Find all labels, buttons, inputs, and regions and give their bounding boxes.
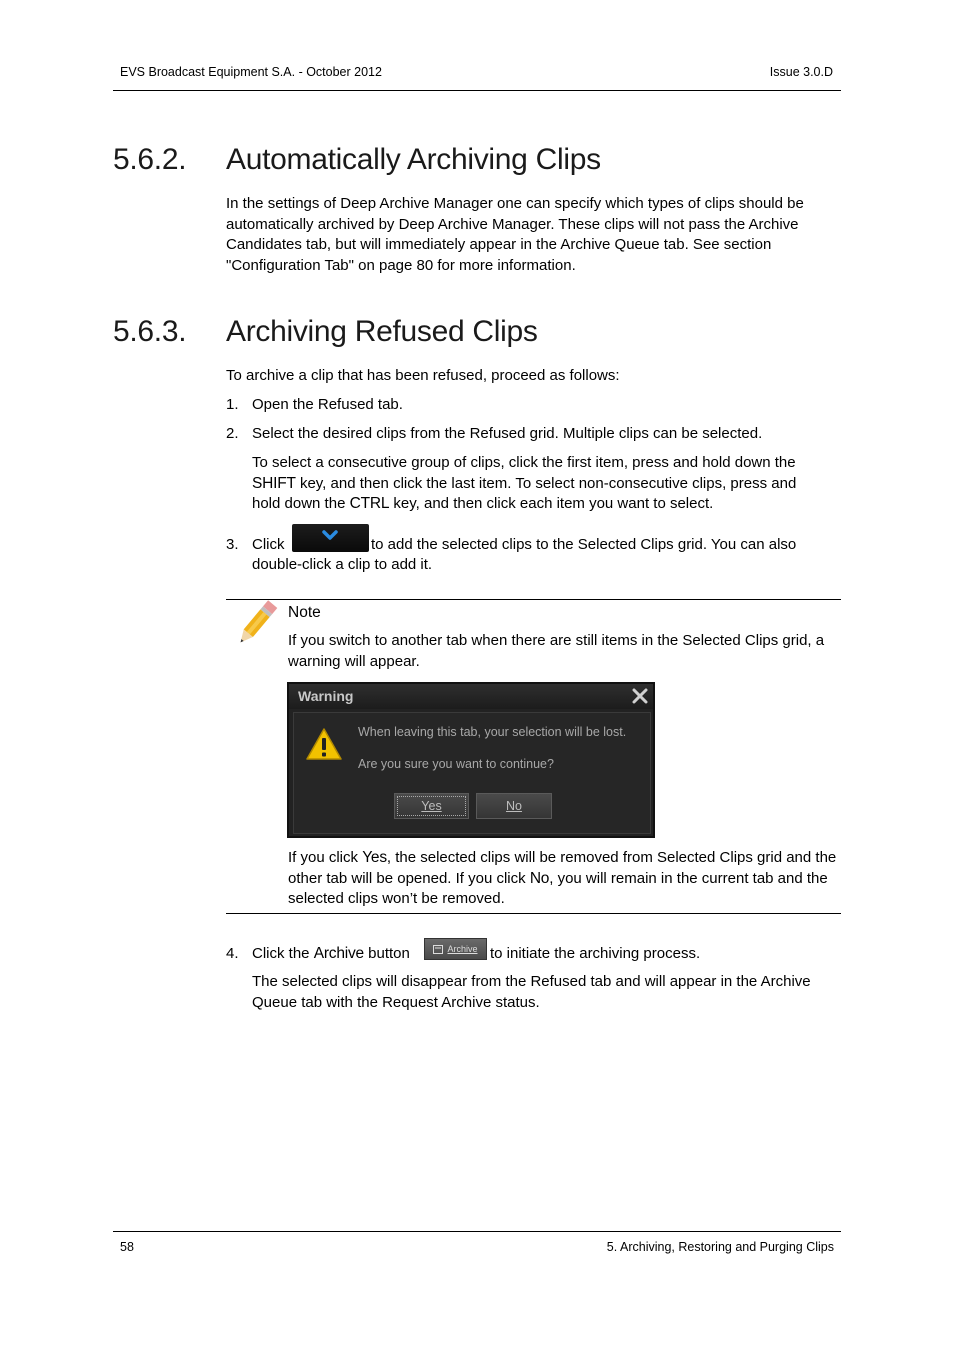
add-to-selected-button[interactable] bbox=[292, 524, 369, 552]
step-text: Click the Archive button bbox=[252, 945, 410, 962]
yes-button[interactable]: Yes bbox=[394, 793, 469, 819]
header-right: Issue 3.0.D bbox=[769, 65, 833, 79]
archive-keyword: Archive bbox=[313, 945, 364, 962]
step-number: 2. bbox=[226, 425, 239, 442]
detail-text: key, and then click each item you want to select. bbox=[389, 495, 714, 513]
warning-dialog bbox=[287, 682, 655, 838]
note-text: If you switch to another tab when there are still items in the Selected Clips grid, a warning will appear. bbox=[288, 632, 825, 670]
step-text: Select the desired clips from the Refused grid. Multiple clips can be selected. bbox=[252, 425, 763, 442]
dialog-body bbox=[293, 712, 651, 834]
dialog-title: Warning bbox=[298, 688, 354, 704]
section-number: 5.6.2. bbox=[113, 143, 187, 176]
no-keyword: No bbox=[529, 869, 550, 887]
note-after-text bbox=[288, 848, 844, 910]
note-text-part: If you click bbox=[288, 849, 363, 866]
dialog-titlebar bbox=[289, 684, 653, 709]
note-text-part: , you will remain in the current tab and the selected clips won’t be removed. bbox=[288, 869, 828, 908]
close-icon[interactable] bbox=[630, 686, 650, 706]
archive-button[interactable] bbox=[424, 938, 487, 960]
detail-text: To select a consecutive group of clips, click the first item, press and hold down the bbox=[252, 454, 796, 471]
note-bottom-rule bbox=[226, 913, 841, 914]
detail-text: hold down the bbox=[252, 495, 350, 513]
step-number: 4. bbox=[226, 945, 239, 962]
chevron-down-icon bbox=[292, 524, 369, 552]
section-paragraph: In the settings of Deep Archive Manager one can specify which types of clips should be automatically archived by Deep Archive Manager. These clips will not pass the Archive Candidates tab, but will immediately appear in the Archive Queue tab. See section "Configuration Tab" on page 80 for more information. bbox=[226, 195, 804, 275]
dialog-question: Are you sure you want to continue? bbox=[358, 757, 554, 771]
footer-rule bbox=[113, 1231, 841, 1232]
step-number: 1. bbox=[226, 396, 239, 413]
intro-text: To archive a clip that has been refused, proceed as follows: bbox=[226, 367, 620, 384]
detail-text: key, and then click the last item. To select non-consecutive clips, press and bbox=[295, 474, 797, 492]
section-title: Automatically Archiving Clips bbox=[226, 143, 601, 176]
note-top-rule bbox=[226, 599, 841, 600]
dialog-message: When leaving this tab, your selection will be lost. bbox=[358, 725, 627, 739]
section-title: Archiving Refused Clips bbox=[226, 315, 538, 348]
archive-button-label: Archive bbox=[447, 944, 478, 954]
note-title: Note bbox=[288, 604, 321, 621]
step-detail: The selected clips will disappear from the Refused tab and will appear in the Archive Queue tab with the Request Archive status. bbox=[252, 973, 811, 1011]
pencil-icon bbox=[231, 600, 281, 648]
step-text: double-click a clip to add it. bbox=[252, 556, 433, 573]
page-number: 58 bbox=[120, 1240, 134, 1254]
step-text: to initiate the archiving process. bbox=[490, 945, 701, 962]
section-number: 5.6.3. bbox=[113, 315, 187, 348]
warning-icon bbox=[305, 727, 343, 761]
step-text: to add the selected clips to the Selected Clips grid. You can also bbox=[371, 536, 797, 553]
key-shift: SHIFT bbox=[252, 474, 296, 492]
key-ctrl: CTRL bbox=[349, 495, 390, 513]
footer-chapter: 5. Archiving, Restoring and Purging Clips bbox=[606, 1240, 834, 1254]
no-button[interactable]: No bbox=[476, 793, 552, 819]
step-detail bbox=[252, 453, 832, 515]
step-text: Open the Refused tab. bbox=[252, 396, 403, 413]
step-text: Click bbox=[252, 536, 285, 553]
note-text-part: , the selected clips will be removed from Selected Clips grid and the other tab will be opened. If you click bbox=[288, 849, 837, 887]
step-number: 3. bbox=[226, 536, 239, 553]
yes-keyword: Yes bbox=[362, 849, 387, 866]
archive-icon bbox=[433, 945, 443, 954]
header-rule bbox=[113, 90, 841, 91]
header-left: EVS Broadcast Equipment S.A. - October 2012 bbox=[120, 65, 382, 79]
